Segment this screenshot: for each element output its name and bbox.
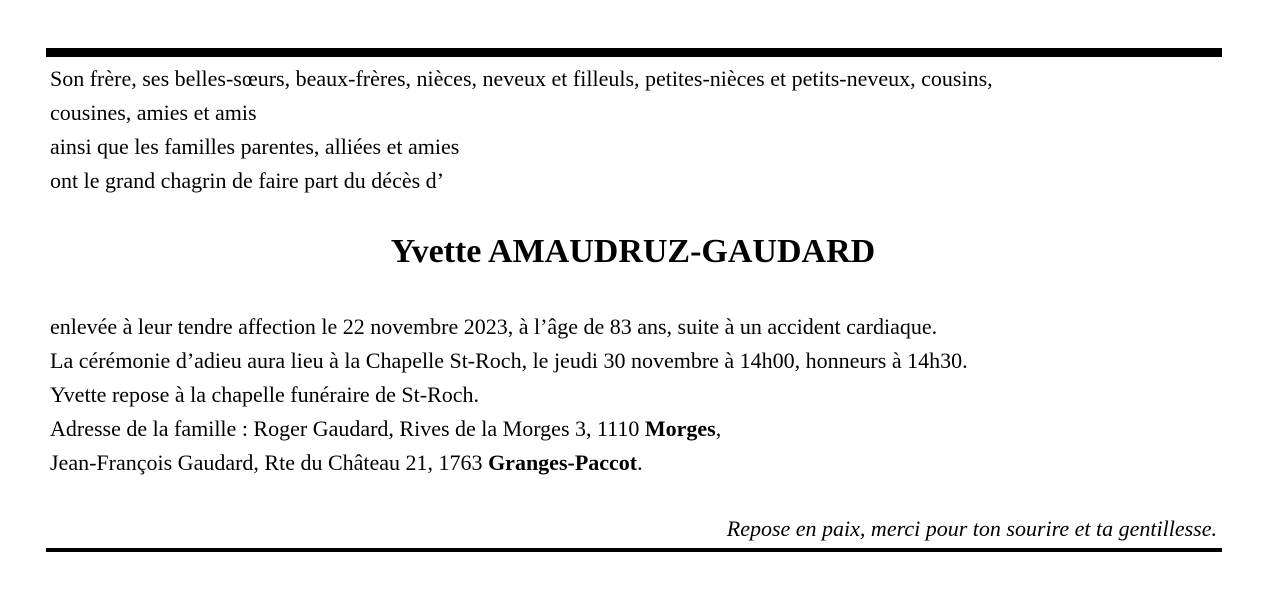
address-punctuation: , xyxy=(715,416,722,441)
closing-line: Repose en paix, merci pour ton sourire et ta gentillesse. xyxy=(726,516,1217,541)
bottom-rule xyxy=(46,548,1222,552)
details-line: Yvette repose à la chapelle funéraire de St-Roch. xyxy=(50,382,480,407)
family-address-line xyxy=(50,412,968,446)
deceased-name: Yvette AMAUDRUZ-GAUDARD xyxy=(390,233,876,270)
address-punctuation: . xyxy=(637,450,643,475)
details-line: La cérémonie d’adieu aura lieu à la Chapelle St-Roch, le jeudi 30 novembre à 14h00, honneurs à 14h30. xyxy=(50,348,968,373)
intro-paragraph xyxy=(50,62,993,198)
address-city: Morges xyxy=(644,416,716,441)
address-city: Granges-Paccot xyxy=(488,450,638,475)
address-text: Jean-François Gaudard, Rte du Château 21, 1763 xyxy=(50,450,489,475)
family-address-line xyxy=(50,446,968,480)
intro-line: cousines, amies et amis xyxy=(50,100,257,125)
top-rule xyxy=(46,48,1222,57)
intro-line: Son frère, ses belles-sœurs, beaux-frères, nièces, neveux et filleuls, petites-nièces et petits-neveux, cousins, xyxy=(50,66,993,91)
details-line: enlevée à leur tendre affection le 22 novembre 2023, à l’âge de 83 ans, suite à un accident cardiaque. xyxy=(50,314,938,339)
details-paragraph xyxy=(50,310,968,480)
intro-line: ainsi que les familles parentes, alliées et amies xyxy=(50,134,460,159)
address-text: Adresse de la famille : Roger Gaudard, Rives de la Morges 3, 1110 xyxy=(50,416,645,441)
intro-line: ont le grand chagrin de faire part du décès d’ xyxy=(50,168,444,193)
